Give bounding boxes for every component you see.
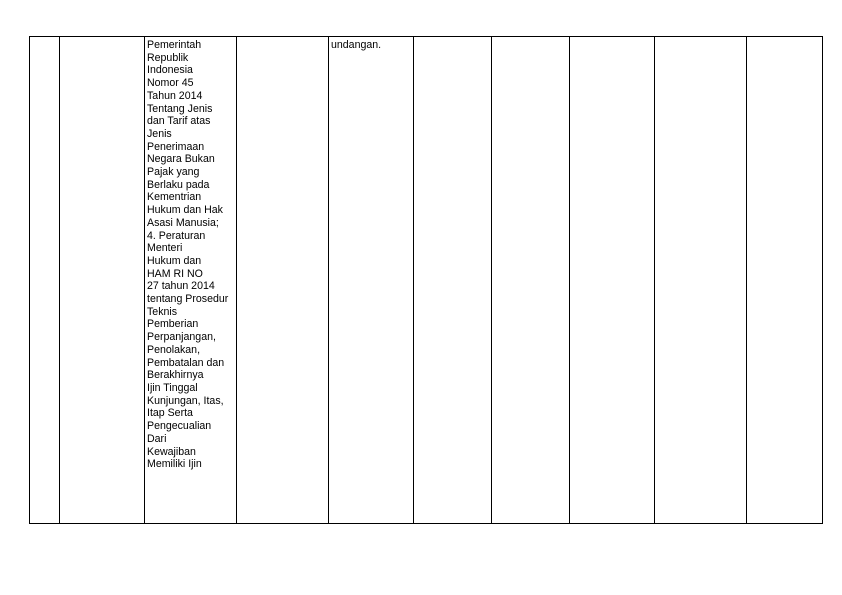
table-cell-col5	[329, 37, 414, 523]
table-cell-col2	[60, 37, 145, 523]
table-cell-col6	[414, 37, 492, 523]
document-table	[29, 36, 823, 524]
table-cell-col1	[30, 37, 60, 523]
table-cell-col9	[655, 37, 747, 523]
table-cell-col8	[570, 37, 655, 523]
table-cell-col4	[237, 37, 329, 523]
table-cell-col7	[492, 37, 570, 523]
table-cell-col10	[747, 37, 824, 523]
regulation-text: Pemerintah Republik Indonesia Nomor 45 Tahun 2014 Tentang Jenis dan Tarif atas Jenis Penerimaan Negara Bukan Pajak yang Berlaku pada Kementrian Hukum dan Hak Asasi Manusia; 4. Peraturan Menteri Hukum dan HAM RI NO 27 tahun 2014 tentang Prosedur Teknis Pemberian Perpanjangan, Penolakan, Pembatalan dan Berakhirnya Ijin Tinggal Kunjungan, Itas, Itap Serta Pengecualian Dari Kewajiban Memiliki Ijin	[147, 39, 229, 471]
cell-text: undangan.	[331, 39, 382, 51]
table-cell-col3	[145, 37, 237, 523]
